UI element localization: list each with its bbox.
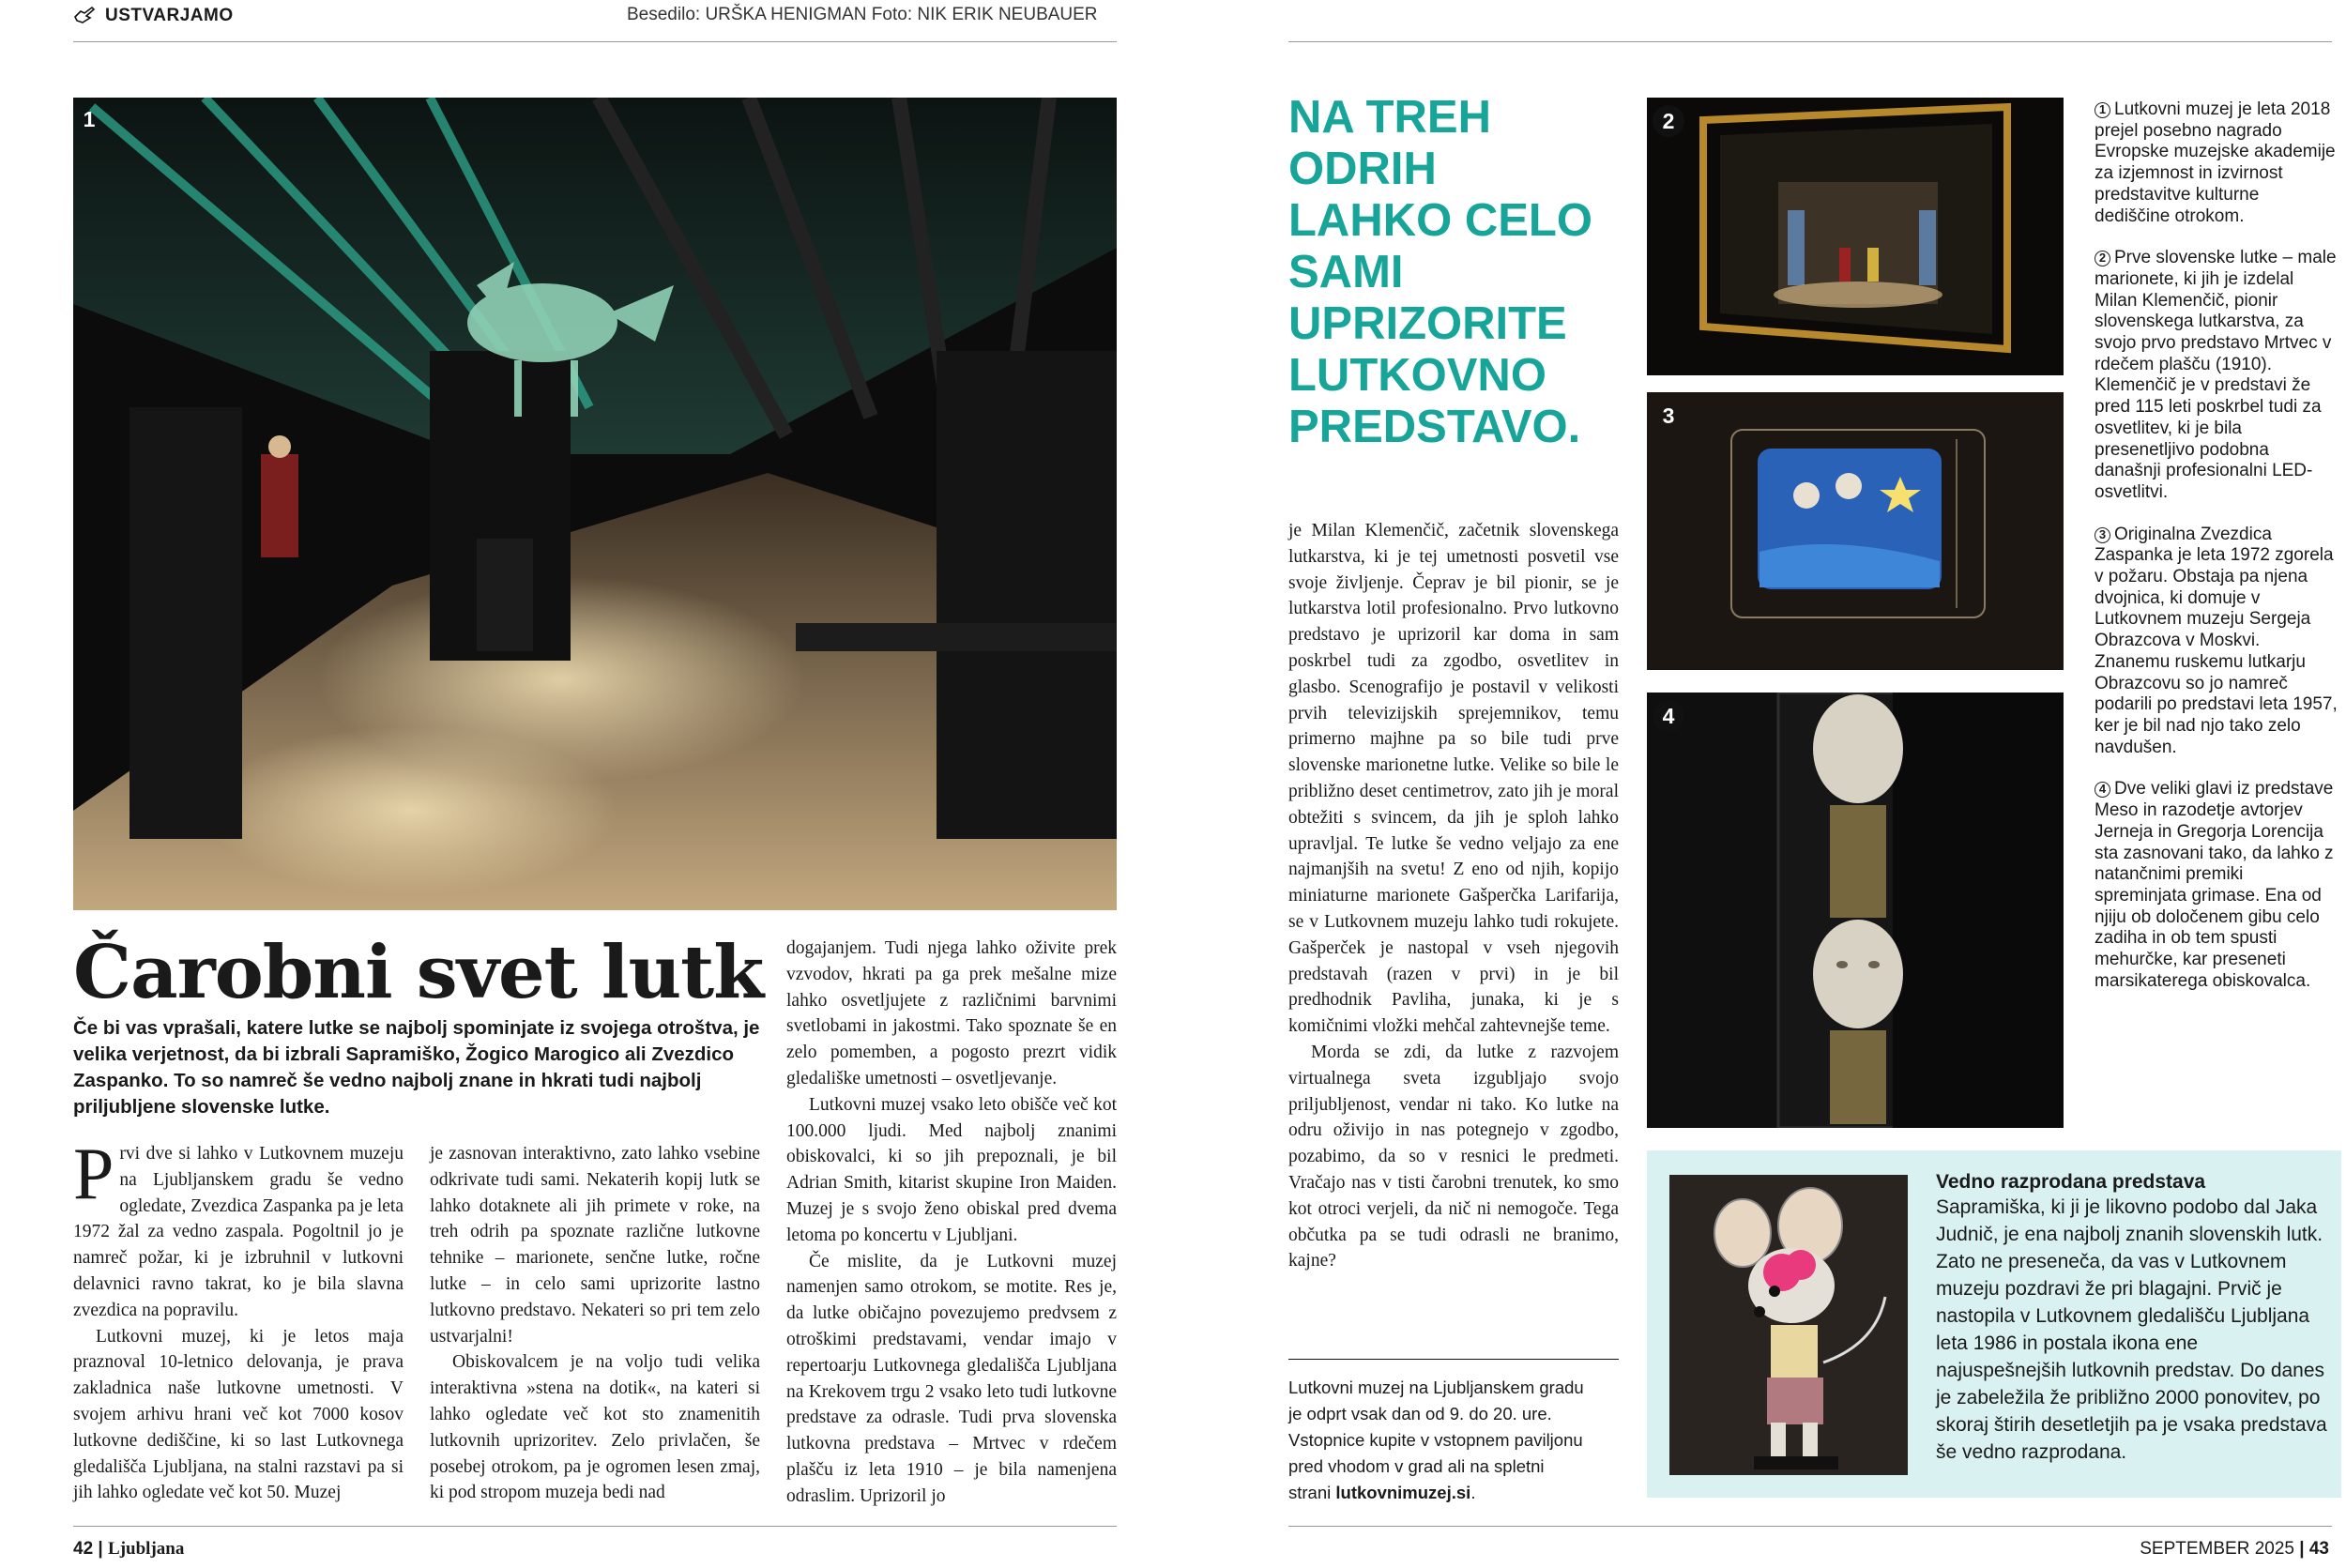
- article-column-2: [430, 1141, 760, 1506]
- photo-number-4: 4: [1653, 700, 1684, 732]
- sidebox-body: Sapramiška, ki ji je likovno podobo dal Jaka Judnič, je ena najbolj znanih slovenskih lutk. Zato ne preseneča, da vas v Lutkovnem muzeju pozdravi že pri blagajni. Prvič je nastopila v Lutkovnem gledališču Ljubljana leta 1986 in postala ikona ene najuspešnejših lutkovnih predstav. Do danes je zabeležila že približno 2000 ponovitev, po skoraj štirih desetletjih pa je vsaka predstava še vedno razprodana.: [1936, 1196, 2327, 1463]
- drop-cap: P: [73, 1133, 114, 1214]
- photo-number-3: 3: [1662, 403, 1675, 428]
- section-header: [73, 6, 234, 26]
- hand-icon: [73, 6, 96, 26]
- two-heads-illustration: [1647, 693, 2064, 1128]
- sidebox-title: Vedno razprodana predstava: [1936, 1171, 2206, 1193]
- footer-left: 42 | Ljubljana: [73, 1539, 185, 1559]
- paragraph: Morda se zdi, da lutke z razvojem virtualnega sveta izgubljajo svojo priljubljenost, vendar ni tako. Ko lutke na odru oživijo in nas potegnejo v zgodbo, pozabimo, da so v resnici le predmeti. Vračajo nas v tisti čarobni trenutek, ko smo kot otroci verjeli, da nič ni nemogoče. Tega občutka pa se tudi odrasli ne branimo, kajne?: [1288, 1042, 1619, 1271]
- sapramiska-illustration: [1669, 1175, 1908, 1475]
- caption-3: [2095, 525, 2338, 759]
- photo-zvezdica-tv: [1647, 392, 2064, 670]
- article-lead: Če bi vas vprašali, katere lutke se najbolj spominjate iz svojega otroštva, je velika verjetnost, da bi izbrali Sapramiško, Žogico Marogico ali Zvezdico Zaspanko. To so namreč še vedno najbolj znane in hkrati tudi najbolj priljubljene slovenske lutke.: [73, 1017, 760, 1118]
- caption-number: 1: [2095, 102, 2110, 118]
- article-column-3: [786, 936, 1117, 1510]
- paragraph: je zasnovan interaktivno, zato lahko vsebine odkrivate tudi sami. Nekaterih kopij lutk se lahko dotaknete ali jih primete v roke, na treh odrih pa spoznate različne lutkovne tehnike – marionete, senčne lutke, ročne lutke – in celo sami uprizorite lastno lutkovno predstavo. Nekateri so pri tem zelo ustvarjalni!: [430, 1144, 760, 1347]
- caption-1: [2095, 99, 2338, 227]
- photo-number-1: 1: [83, 106, 96, 131]
- visit-info-text: Lutkovni muzej na Ljubljanskem gradu je odprt vsak dan od 9. do 20. ure. Vstopnice kupite v vstopnem paviljonu pred vhodom v grad ali na spletni strani: [1288, 1378, 1584, 1502]
- pull-quote: NA TREH ODRIH LAHKO CELO SAMI UPRIZORITE LUTKOVNO PREDSTAVO.: [1288, 92, 1592, 452]
- caption-text: Dve veliki glavi iz predstave Meso in razodetje avtorjev Jerneja in Gregorja Lorencija sta zasnovani tako, da lahko z natančnimi premiki spreminjata grimase. Ena od njiju ob določenem gibu celo zadiha in ob tem spusti mehurčke, kar preseneti marsikaterega obiskovalca.: [2095, 779, 2334, 991]
- caption-4: [2095, 779, 2338, 992]
- issue-date: SEPTEMBER 2025: [2140, 1539, 2294, 1559]
- paragraph: Če mislite, da je Lutkovni muzej namenjen samo otrokom, se motite. Res je, da lutke običajno povezujemo predvsem z otroškimi predstavami, vendar imajo v repertoarju Lutkovnega gledališča Ljubljana na Krekovem trgu 2 vsako leto tudi lutkovne predstave za odrasle. Tudi prva slovenska lutkovna predstava – Mrtvec v rdečem plašču iz leta 1910 – je bila namenjena odraslim. Uprizoril jo: [786, 1251, 1117, 1506]
- info-rule: [1288, 1359, 1619, 1360]
- sidebox-text: [1936, 1171, 2330, 1466]
- paragraph: je Milan Klemenčič, začetnik slovenskega lutkarstva, ki je tej umetnosti posvetil vse svoje življenje. Čeprav je bil pionir, se je lutkarstva lotil profesionalno. Prvo lutkovno predstavo je uprizoril kar doma in sam poskrbel tudi za zgodbo, osvetlitev in glasbo. Scenografijo je postavil v velikosti prvih televizijskih sprejemnikov, temu primerno majhne pa so bile tudi prve slovenske marionetne lutke. Velike so bile le približno deset centimetrov, zato jih je moral obtežiti s svincem, da jih je sploh lahko upravljal. Te lutke še vedno veljajo za ene najmanjših na svetu! Z eno od njih, kopijo miniaturne marionete Gašperčka Larifarija, se v Lutkovnem muzeju lahko tudi rokujete. Gašperček je nastopal v vseh njegovih predstavah (razen v prvi) in je bil predhodnik Pavliha, junaka, ki je s komičnimi vložki mehčal zahtevnejše teme.: [1288, 521, 1619, 1037]
- section-label: USTVARJAMO: [105, 6, 234, 25]
- magazine-name: Ljubljana: [108, 1539, 185, 1559]
- zvezdica-tv-illustration: [1647, 392, 2064, 670]
- visit-info-tail: .: [1470, 1483, 1476, 1502]
- caption-text: Originalna Zvezdica Zaspanka je leta 1972 zgorela v požaru. Obstaja pa njena dvojnica, ki domuje v Lutkovnem muzeju Sergeja Obrazcova v Moskvi. Znanemu ruskemu lutkarju Obrazcovu so jo namreč podarili po predstavi leta 1957, ker je bil nad njo tako zelo navdušen.: [2095, 524, 2338, 757]
- caption-2: [2095, 248, 2338, 503]
- caption-number: 2: [2095, 251, 2110, 266]
- photo-captions: [2095, 99, 2338, 1012]
- article-title: Čarobni svet lutk: [73, 930, 764, 1015]
- photo-number-2: 2: [1653, 105, 1684, 137]
- caption-text: Prve slovenske lutke – male marionete, ki jih je izdelal Milan Klemenčič, pionir slovenskega lutkarstva, za svojo prvo predstavo Mrtvec v rdečem plašču (1910). Klemenčič je v predstavi že pred 115 leti poskrbel tudi za osvetlitev, ki je bila presenetljivo podobna današnji profesionalni LED-osvetlitvi.: [2095, 248, 2337, 502]
- caption-number: 4: [2095, 782, 2110, 798]
- photo-miniature-stage: [1647, 98, 2064, 375]
- miniature-stage-illustration: [1647, 98, 2064, 375]
- paragraph: Obiskovalcem je na voljo tudi velika interaktivna »stena na dotik«, na kateri si lahko ogledate več kot sto znamenitih lutkovnih uprizoritev. Zelo privlačen, še posebej otrokom, pa je ogromen lesen zmaj, ki pod stropom muzeja bedi nad: [430, 1352, 760, 1503]
- footer-right: SEPTEMBER 2025 | 43: [2140, 1539, 2329, 1559]
- paragraph: Lutkovni muzej vsako leto obišče več kot 100.000 ljudi. Med najbolj znanimi obiskovalci, ki so jih prepoznali, je bil Adrian Smith, kitarist skupine Iron Maiden. Muzej je s svojo ženo obiskal pred dvema letoma po koncertu v Ljubljani.: [786, 1094, 1117, 1245]
- photo-museum-interior: [73, 98, 1117, 910]
- credits: Besedilo: URŠKA HENIGMAN Foto: NIK ERIK NEUBAUER: [627, 5, 1098, 24]
- paragraph: rvi dve si lahko v Lutkovnem muzeju na Ljubljanskem gradu še vedno ogledate, Zvezdica Zaspanka pa je leta 1972 žal za vedno zaspala. Pogoltnil jo je namreč požar, ki je izbruhnil v lutkovni delavnici ravno takrat, ko je bila slavna zvezdica na popravilu.: [73, 1144, 404, 1320]
- page-number-right: 43: [2308, 1539, 2329, 1559]
- sidebox-sapramiska: [1647, 1150, 2341, 1498]
- caption-number: 3: [2095, 527, 2110, 543]
- header-rule-left: [73, 41, 1117, 42]
- page-number-left: 42: [73, 1539, 94, 1559]
- footer-rule-right: [1288, 1526, 2332, 1527]
- visit-info: [1288, 1375, 1589, 1506]
- article-column-4: [1288, 518, 1619, 1274]
- article-column-1: [73, 1133, 404, 1506]
- website-link[interactable]: lutkovnimuzej.si: [1335, 1483, 1471, 1502]
- header-rule-right: [1288, 41, 2332, 42]
- footer-rule-left: [73, 1526, 1117, 1527]
- photo-two-heads: [1647, 693, 2064, 1128]
- museum-interior-illustration: [73, 98, 1117, 910]
- caption-text: Lutkovni muzej je leta 2018 prejel posebno nagrado Evropske muzejske akademije za izjemnost in izvirnost predstavitve kulturne dediščine otrokom.: [2095, 99, 2336, 226]
- paragraph: dogajanjem. Tudi njega lahko oživite prek vzvodov, hkrati pa ga prek mešalne mize lahko osvetljujete z različnimi barvnimi svetlobami in jakostmi. Tako spoznate še en zelo pomemben, a pogosto prezrt vidik gledališke umetnosti – osvetljevanje.: [786, 938, 1117, 1088]
- paragraph: Lutkovni muzej, ki je letos maja praznoval 10-letnico delovanja, je prava zakladnica naše lutkovne umetnosti. V svojem arhivu hrani več kot 7000 kosov lutkovne dediščine, ki so last Lutkovnega gledališča Ljubljana, na stalni razstavi pa si jih lahko ogledate več kot 50. Muzej: [73, 1326, 404, 1503]
- photo-sapramiska: [1669, 1175, 1908, 1475]
